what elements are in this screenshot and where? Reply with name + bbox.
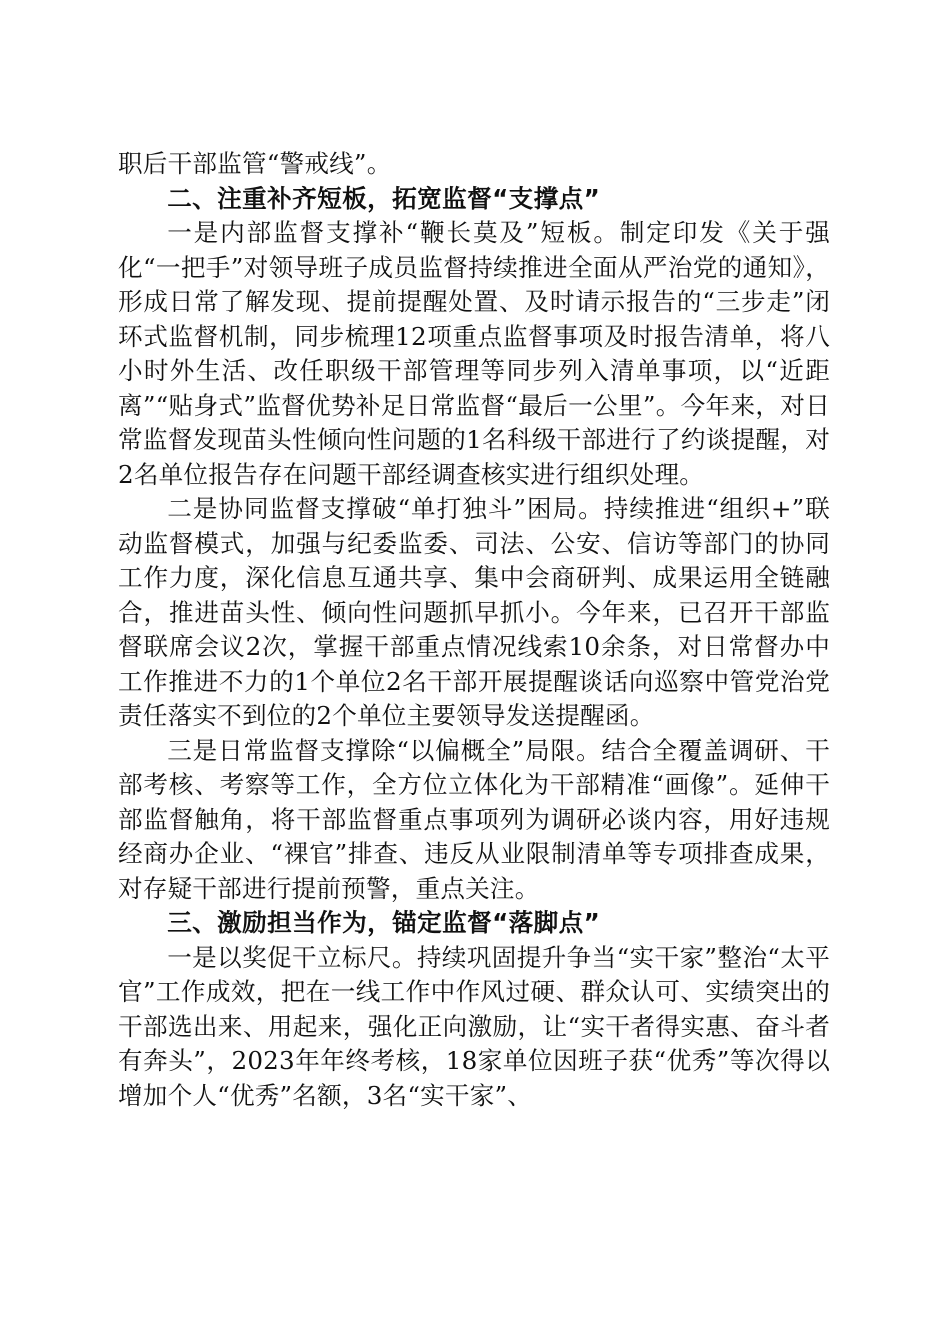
paragraph-lead: 一是以奖促干立标尺。 — [167, 942, 417, 972]
paragraph-body: 持续巩固提升争当“实干家”整治“太平官”工作成效，把在一线工作中作风过硬、群众认可、实绩突出的干部选出来、用起来，强化正向激励，让“实干者得实惠、奋斗者有奔头”，2023年年终考核，18家单位因班子获“优秀”等次得以增加个人“优秀”名额，3名“实干家”、 — [118, 942, 830, 1110]
paragraph-internal-supervision — [118, 216, 830, 492]
paragraph-lead: 二是协同监督支撑破“单打独斗”困局。 — [167, 494, 604, 523]
continuation-paragraph: 职后干部监管“警戒线”。 — [118, 149, 392, 178]
section-heading-3: 三、激励担当作为，锚定监督“落脚点” — [167, 908, 601, 937]
section-heading-2: 二、注重补齐短板，拓宽监督“支撑点” — [167, 183, 601, 213]
paragraph-daily-supervision — [118, 734, 830, 907]
paragraph-body: 制定印发《关于强化“一把手”对领导班子成员监督持续推进全面从严治党的通知》，形成日常了解发现、提前提醒处置、及时请示报告的“三步走”闭环式监督机制，同步梳理12项重点监督事项及时报告清单，将八小时外生活、改任职级干部管理等同步列入清单事项，以“近距离”“贴身式”监督优势补足日常监督“最后一公里”。今年来，对日常监督发现苗头性倾向性问题的1名科级干部进行了约谈提醒，对2名单位报告存在问题干部经调查核实进行组织处理。 — [118, 218, 830, 489]
paragraph-body: 结合全覆盖调研、干部考核、考察等工作，全方位立体化为干部精准“画像”。延伸干部监督触角，将干部监督重点事项列为调研必谈内容，用好违规经商办企业、“裸官”排查、违反从业限制清单等专项排查成果，对存疑干部进行提前预警，重点关注。 — [118, 735, 831, 903]
paragraph-collaborative-supervision — [118, 492, 830, 734]
paragraph-lead: 一是内部监督支撑补“鞭长莫及”短板。 — [167, 218, 620, 247]
paragraph-body: 持续推进“组织+”联动监督模式，加强与纪委监委、司法、公安、信访等部门的协同工作力度，深化信息互通共享、集中会商研判、成果运用全链融合，推进苗头性、倾向性问题抓早抓小。今年来，已召开干部监督联席会议2次，掌握干部重点情况线索10余条，对日常督办中工作推进不力的1个单位2名干部开展提醒谈话向巡察中管党治党责任落实不到位的2个单位主要领导发送提醒函。 — [118, 494, 830, 730]
paragraph-incentive — [118, 941, 830, 1114]
document-body — [118, 147, 830, 1113]
paragraph-lead: 三是日常监督支撑除“以偏概全”局限。 — [167, 735, 602, 765]
